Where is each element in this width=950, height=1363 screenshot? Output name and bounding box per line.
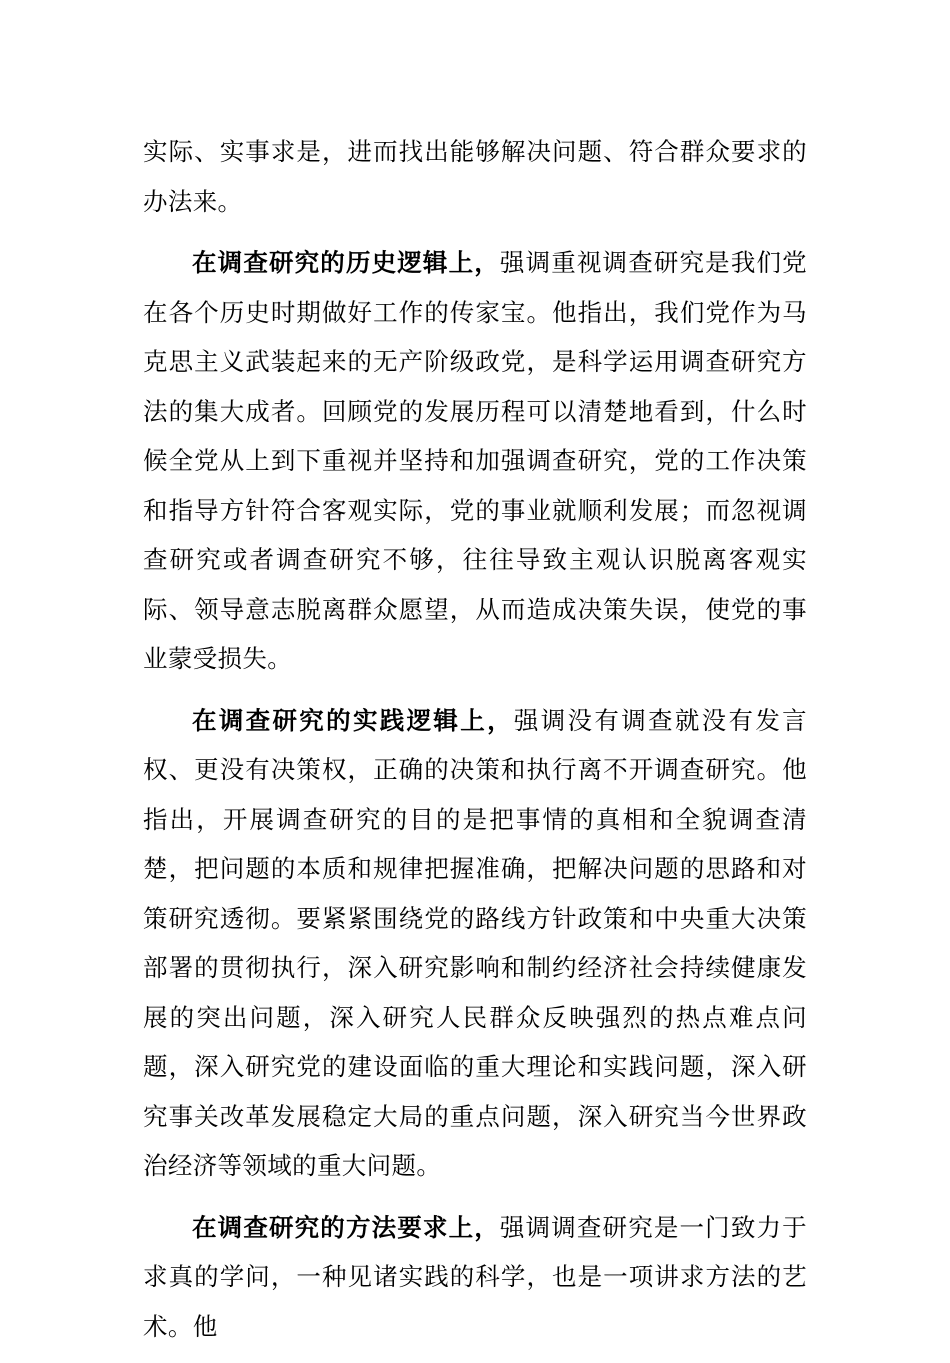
- paragraph-continuation: [143, 127, 807, 226]
- paragraph-text: 强调没有调查就没有发言权、更没有决策权，正确的决策和执行离不开调查研究。他指出，开展调查研究的目的是把事情的真相和全貌调查清楚，把问题的本质和规律把握准确，把解决问题的思路和对策研究透彻。要紧紧围绕党的路线方针政策和中央重大决策部署的贯彻执行，深入研究影响和制约经济社会持续健康发展的突出问题，深入研究人民群众反映强烈的热点难点问题，深入研究党的建设面临的重大理论和实践问题，深入研究事关改革发展稳定大局的重点问题，深入研究当今世界政治经济等领域的重大问题。: [143, 705, 807, 1180]
- paragraph-lead: 在调查研究的实践逻辑上，: [192, 705, 514, 735]
- paragraph-text: 强调调查研究是一门致力于求真的学问，一种见诸实践的科学，也是一项讲求方法的艺术。他: [143, 1212, 807, 1341]
- paragraph-historical-logic: [143, 238, 807, 684]
- paragraph-text: 实际、实事求是，进而找出能够解决问题、符合群众要求的办法来。: [143, 137, 807, 216]
- paragraph-method-requirements: [143, 1203, 807, 1352]
- paragraph-practical-logic: [143, 696, 807, 1191]
- document-page: [143, 127, 807, 1363]
- paragraph-text: 强调重视调查研究是我们党在各个历史时期做好工作的传家宝。他指出，我们党作为马克思主义武装起来的无产阶级政党，是科学运用调查研究方法的集大成者。回顾党的发展历程可以清楚地看到，什么时候全党从上到下重视并坚持和加强调查研究，党的工作决策和指导方针符合客观实际，党的事业就顺利发展；而忽视调查研究或者调查研究不够，往往导致主观认识脱离客观实际、领导意志脱离群众愿望，从而造成决策失误，使党的事业蒙受损失。: [143, 248, 807, 673]
- paragraph-lead: 在调查研究的方法要求上，: [192, 1212, 500, 1242]
- paragraph-lead: 在调查研究的历史逻辑上，: [192, 248, 500, 277]
